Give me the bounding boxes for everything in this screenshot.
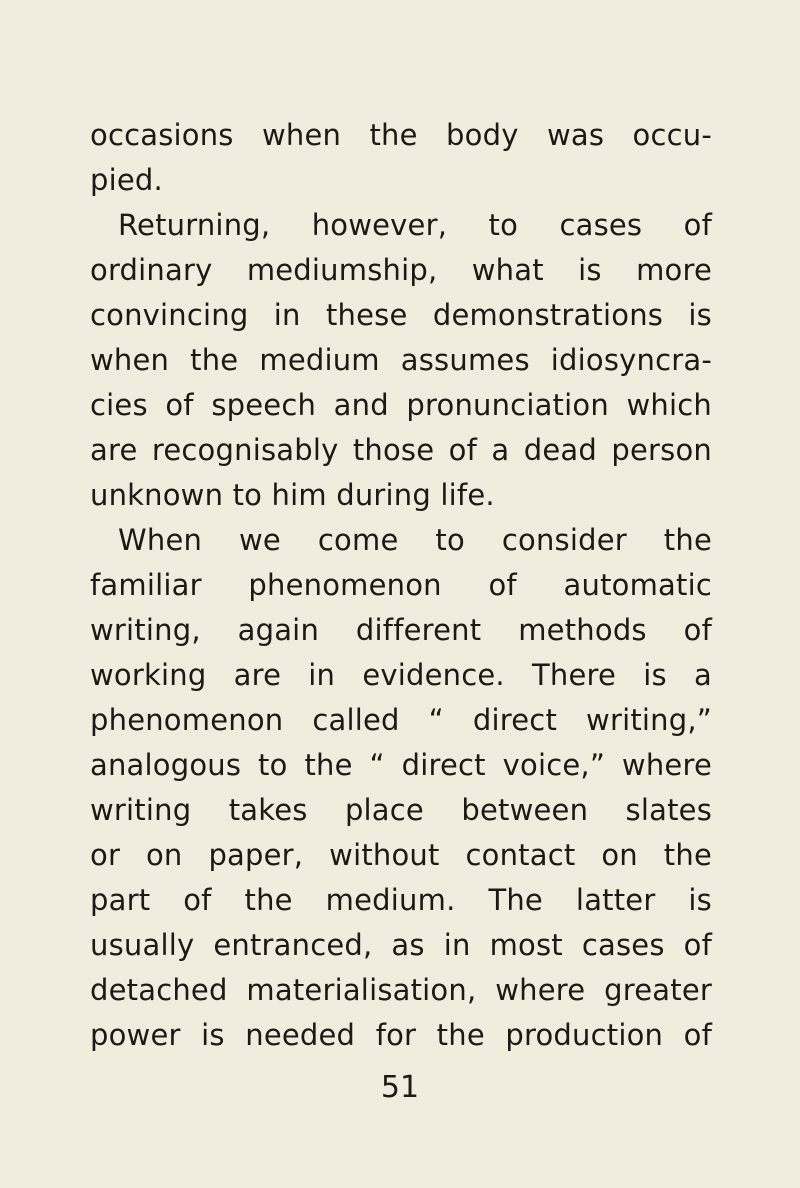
- text-line: Returning, however, to cases of: [118, 208, 712, 242]
- text-line: unknown to him during life.: [90, 478, 495, 512]
- text-line: working are in evidence. There is a: [90, 658, 712, 692]
- text-line: or on paper, without contact on the: [90, 838, 712, 872]
- text-line: familiar phenomenon of automatic: [90, 568, 712, 602]
- text-line: cies of speech and pronunciation which: [90, 388, 712, 422]
- text-line: analogous to the “ direct voice,” where: [90, 748, 712, 782]
- page-number: 51: [380, 1070, 420, 1105]
- text-line: are recognisably those of a dead person: [90, 433, 712, 467]
- text-line: power is needed for the production of: [90, 1018, 712, 1052]
- text-line: occasions when the body was occu-: [90, 118, 712, 152]
- text-line: usually entranced, as in most cases of: [90, 928, 712, 962]
- text-line: when the medium assumes idiosyncra-: [90, 343, 712, 377]
- text-line: writing, again different methods of: [90, 613, 712, 647]
- text-line: part of the medium. The latter is: [90, 883, 712, 917]
- text-line: writing takes place between slates: [90, 793, 712, 827]
- text-line: convincing in these demonstrations is: [90, 298, 712, 332]
- text-line: When we come to consider the: [118, 523, 712, 557]
- text-line: ordinary mediumship, what is more: [90, 253, 712, 287]
- text-line: pied.: [90, 163, 163, 197]
- text-line: phenomenon called “ direct writing,”: [90, 703, 712, 737]
- text-line: detached materialisation, where greater: [90, 973, 712, 1007]
